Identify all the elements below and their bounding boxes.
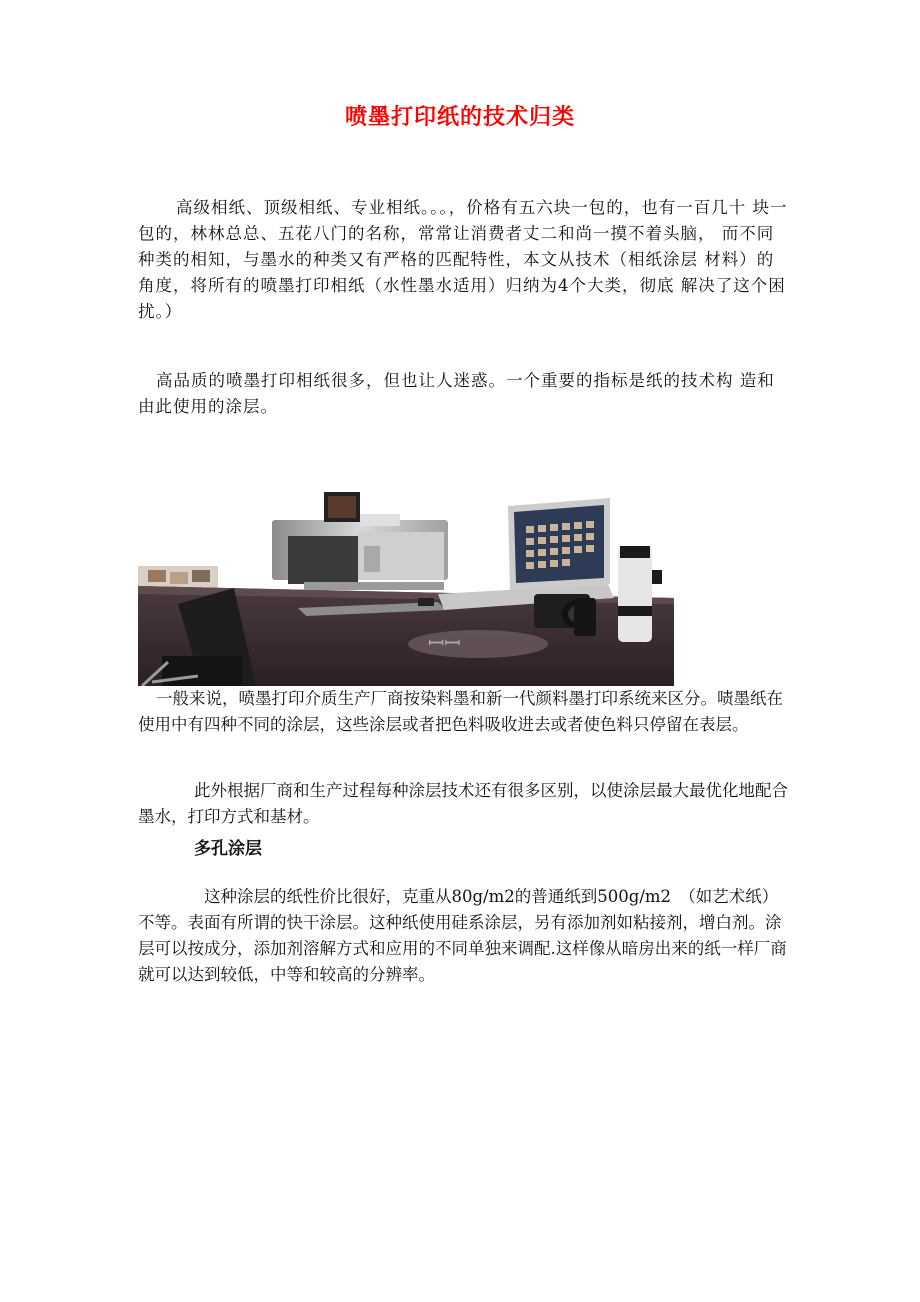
svg-text:ꟷꟷ: ꟷꟷ [428, 633, 461, 655]
printer-desk-photo [138, 486, 674, 686]
document-title: 喷墨打印纸的技术归类 [344, 105, 575, 130]
paragraph-3: 一般来说，喷墨打印介质生产厂商按染料墨和新一代颜料墨打印系统来区分。啧墨纸在使用中有四种不同的涂层，这些涂层或者把色料吸收进去或者使色料只停留在表层。 [138, 689, 783, 734]
section-paragraph: 这种涂层的纸性价比很好，克重从80g/m2的普通纸到500g/m2 （如艺术纸）不等。表面有所谓的快干涂层。这种纸使用硅系涂层，另有添加剂如粘接剂，增白剂。涂层可以按成分，添加剂溶解方式和应用的不同单独来调配.这样像从暗房出来的纸一样厂商就可以达到较低，中等和较高的分辨率。 [138, 887, 787, 984]
intro-paragraph: 高级相纸、顶级相纸、专业相纸。。。，价格有五六块一包的，也有一百几十 块一包的，林林总总、五花八门的名称，常常让消费者丈二和尚一摸不着头脑， 而不同种类的相知，与墨水的种类又有严格的匹配特性，本文从技术（相纸涂层 材料）的角度，将所有的喷墨打印相纸（水性墨水适用）归纳为4个大类，彻底 解决了这个困扰。） [138, 198, 788, 321]
paragraph-2: 高品质的喷墨打印相纸很多，但也让人迷惑。一个重要的指标是纸的技术构 造和由此使用的涂层。 [138, 371, 775, 416]
section-heading: 多孔涂层 [194, 839, 262, 859]
paragraph-4: 此外根据厂商和生产过程每种涂层技术还有很多区别，以使涂层最大最优化地配合墨水，打印方式和基材。 [138, 781, 788, 826]
